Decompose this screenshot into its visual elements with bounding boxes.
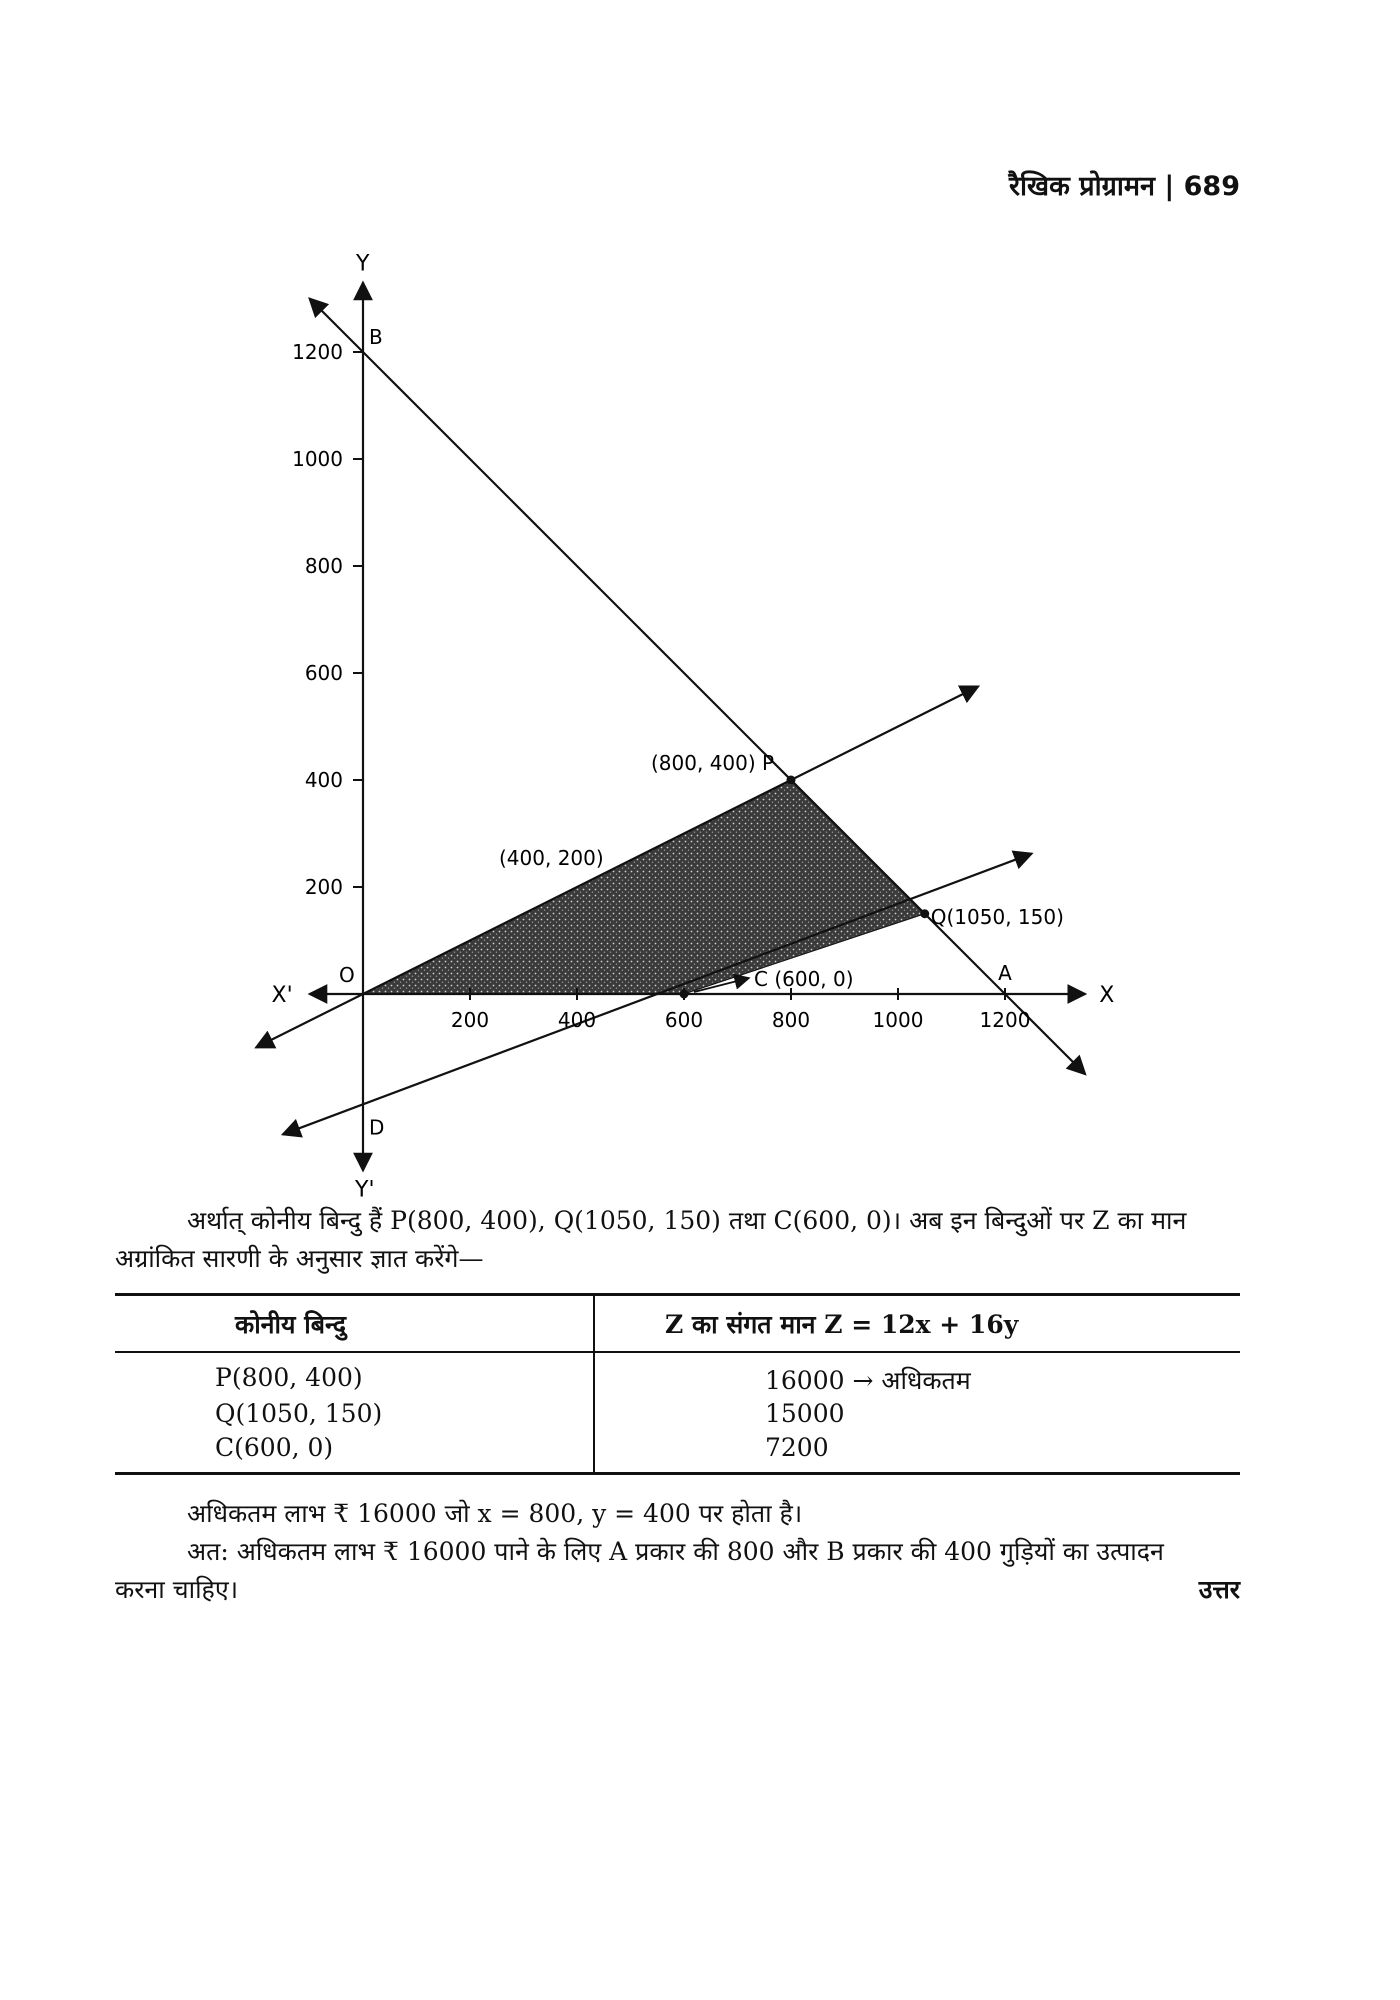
point-label: Q(1050, 150) bbox=[930, 904, 1064, 929]
table-cell-point: C(600, 0) bbox=[215, 1433, 334, 1462]
point-label: D bbox=[369, 1115, 385, 1140]
point-label: (800, 400) P bbox=[651, 751, 775, 775]
y-tick-label: 1200 bbox=[292, 340, 343, 364]
x-tick-label: 400 bbox=[557, 1008, 597, 1032]
paragraph-line: अग्रांकित सारणी के अनुसार ज्ञात करेंगे— bbox=[115, 1244, 484, 1273]
paragraph-line: अधिकतम लाभ ₹ 16000 जो x = 800, y = 400 पर होता है। bbox=[187, 1499, 803, 1528]
x-axis-label: X bbox=[1099, 983, 1115, 1008]
y-tick-label: 200 bbox=[304, 875, 343, 899]
table-cell-value: 16000 → अधिकतम bbox=[765, 1366, 971, 1395]
table-header-points: कोनीय बिन्दु bbox=[235, 1310, 346, 1339]
paragraph-conclusion bbox=[115, 1533, 1240, 1609]
table-bottom-rule bbox=[115, 1472, 1240, 1475]
point-label: C (600, 0) bbox=[754, 967, 854, 991]
x-tick-label: 1200 bbox=[979, 1008, 1031, 1032]
paragraph-max-profit bbox=[115, 1495, 1240, 1533]
table-top-rule bbox=[115, 1293, 1240, 1296]
y-tick-label: 1000 bbox=[292, 447, 343, 471]
point-label: A bbox=[998, 961, 1012, 985]
y-tick-label: 800 bbox=[304, 554, 343, 578]
table-header-rule bbox=[115, 1351, 1240, 1353]
vertex-point bbox=[680, 990, 689, 999]
paragraph-line: अत: अधिकतम लाभ ₹ 16000 पाने के लिए A प्रकार की 800 और B प्रकार की 400 गुड़ियों का उत्पादन bbox=[187, 1537, 1164, 1566]
feasible-region bbox=[363, 780, 925, 994]
x-axis-neg-label: X' bbox=[271, 983, 293, 1008]
x-tick-label: 800 bbox=[771, 1008, 811, 1032]
answer-label: उत्तर bbox=[1198, 1575, 1240, 1604]
table-header-z-value: Z का संगत मान Z = 12x + 16y bbox=[665, 1310, 1019, 1339]
vertex-point bbox=[920, 909, 929, 918]
x-tick-label: 200 bbox=[450, 1008, 490, 1032]
paragraph-line: करना चाहिए। bbox=[115, 1575, 239, 1604]
table-cell-point: Q(1050, 150) bbox=[215, 1399, 383, 1428]
x-tick-label: 1000 bbox=[872, 1008, 924, 1032]
table-cell-point: P(800, 400) bbox=[215, 1363, 363, 1392]
point-label: (400, 200) bbox=[499, 846, 604, 870]
table-cell-value: 7200 bbox=[765, 1433, 829, 1462]
paragraph-line: अर्थात् कोनीय बिन्दु हैं P(800, 400), Q(1050, 150) तथा C(600, 0)। अब इन बिन्दुओं पर Z का मान bbox=[187, 1206, 1187, 1235]
page-header: रैखिक प्रोग्रामन | 689 bbox=[1009, 171, 1240, 202]
y-axis-neg-label: Y' bbox=[355, 1177, 375, 1200]
y-tick-label: 400 bbox=[304, 768, 343, 792]
vertex-point bbox=[787, 776, 796, 785]
y-tick-label: 600 bbox=[304, 661, 343, 685]
z-value-table bbox=[115, 1293, 1240, 1475]
point-label: B bbox=[369, 325, 383, 349]
paragraph-corner-points bbox=[115, 1202, 1240, 1278]
point-label: O bbox=[339, 963, 355, 987]
table-column-divider bbox=[593, 1293, 595, 1475]
table-cell-value: 15000 bbox=[765, 1399, 845, 1428]
y-axis-label: Y bbox=[356, 251, 370, 277]
x-tick-label: 600 bbox=[664, 1008, 704, 1032]
